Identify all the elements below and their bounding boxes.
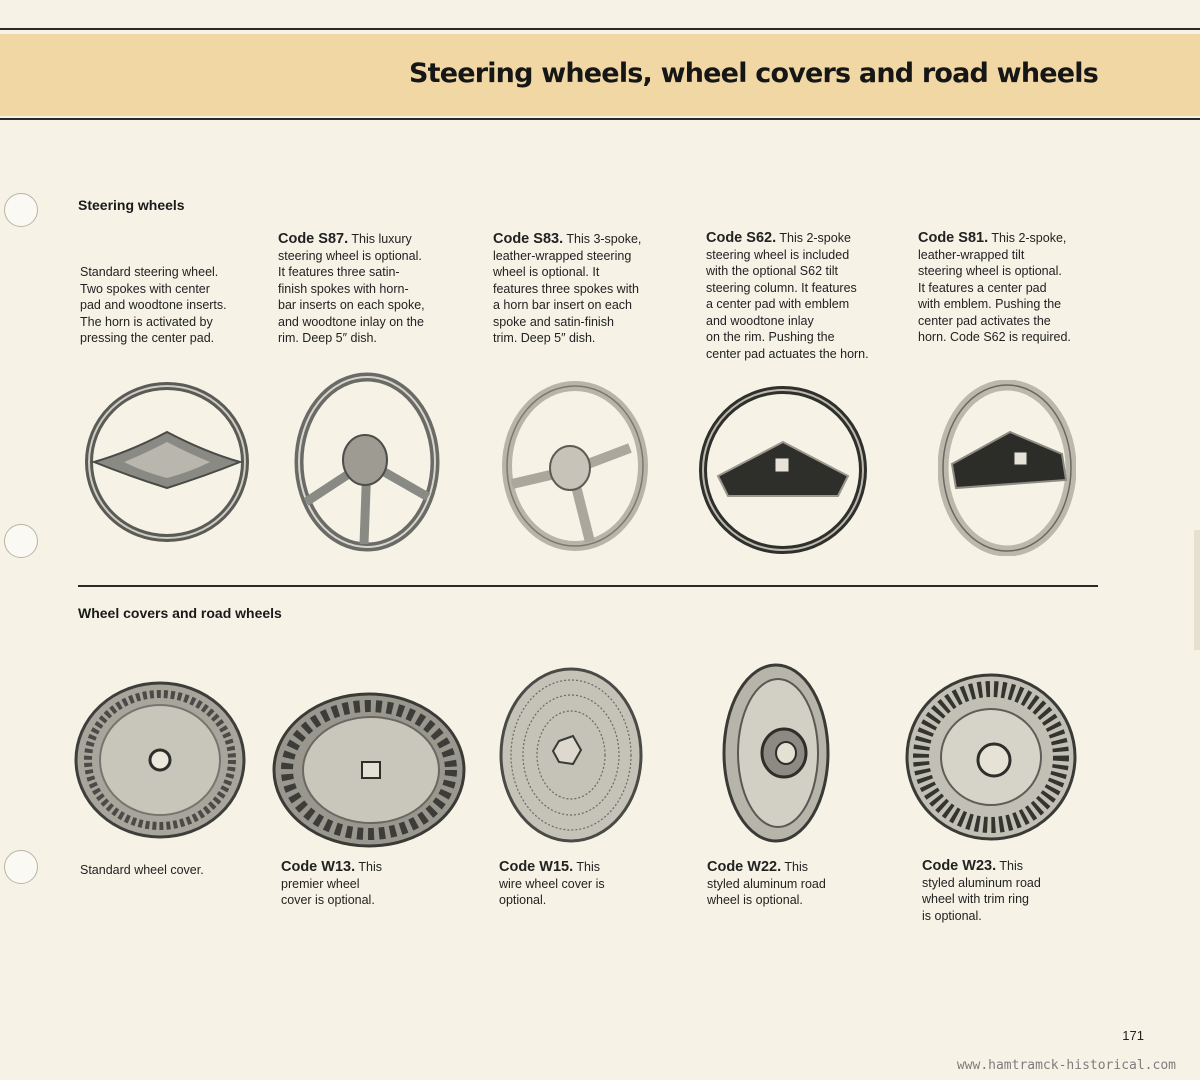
s81-code: Code S81. (918, 230, 989, 246)
w13-wheel-cover-image (270, 690, 468, 850)
standard-steering-wheel-caption: Standard steering wheel. Two spokes with center pad and woodtone inserts. The horn is activated by pressing the center pad. (80, 265, 227, 345)
page-edge (1194, 530, 1200, 650)
s81-text: This 2-spoke, leather-wrapped tilt steering wheel is optional. It features a center pad with emblem. Pushing the center pad activates the horn. Code S62 is required. (918, 231, 1071, 344)
s83-code: Code S83. (493, 231, 564, 247)
standard-wheel-cover-image (72, 680, 248, 840)
w15-text: This wire wheel cover is optional. (499, 860, 605, 907)
w15-caption (499, 859, 605, 909)
binder-hole-icon (4, 193, 38, 227)
w23-caption (922, 858, 1041, 924)
s83-text: This 3-spoke, leather-wrapped steering wheel is optional. It features three spokes with a horn bar insert on each spoke and satin-finish trim. Deep 5″ dish. (493, 232, 642, 345)
s87-steering-wheel-image (292, 372, 442, 552)
page-number: 171 (1122, 1028, 1144, 1043)
s83-steering-wheel-image (500, 380, 650, 552)
s83-caption (493, 231, 641, 347)
w23-road-wheel-image (904, 672, 1078, 842)
steering-wheels-heading: Steering wheels (78, 197, 185, 213)
title-rule (0, 118, 1200, 120)
s87-text: This luxury steering wheel is optional. It features three satin- finish spokes with horn- bar inserts on each spoke, and woodtone inlay on the rim. Deep 5″ dish. (278, 232, 425, 345)
w15-wire-wheel-cover-image (497, 666, 645, 844)
w13-caption (281, 859, 382, 909)
page-title: Steering wheels, wheel covers and road wheels (408, 58, 1098, 89)
w23-code: Code W23. (922, 858, 997, 874)
s62-steering-wheel-image (698, 384, 868, 556)
w13-text: This premier wheel cover is optional. (281, 860, 382, 907)
s87-caption (278, 231, 425, 347)
w15-code: Code W15. (499, 859, 574, 875)
s62-code: Code S62. (706, 230, 777, 246)
watermark: www.hamtramck-historical.com (956, 1058, 1176, 1073)
w13-code: Code W13. (281, 859, 356, 875)
binder-hole-icon (4, 524, 38, 558)
s62-text: This 2-spoke steering wheel is included with the optional S62 tilt steering column. It features a center pad with emblem and woodtone inlay on the rim. Pushing the center pad actuates the horn. (706, 231, 869, 361)
wheel-covers-heading: Wheel covers and road wheels (78, 605, 282, 621)
top-rule (0, 28, 1200, 30)
s81-steering-wheel-image (938, 380, 1076, 556)
s87-code: Code S87. (278, 231, 349, 247)
s62-caption (706, 230, 869, 362)
section-divider (78, 585, 1098, 587)
standard-wheel-cover-caption: Standard wheel cover. (80, 863, 204, 877)
w22-caption (707, 859, 826, 909)
w22-road-wheel-image (706, 660, 834, 846)
s81-caption (918, 230, 1071, 346)
w22-code: Code W22. (707, 859, 782, 875)
binder-hole-icon (4, 850, 38, 884)
w22-text: This styled aluminum road wheel is optional. (707, 860, 826, 907)
standard-steering-wheel-image (84, 380, 250, 544)
w23-text: This styled aluminum road wheel with trim ring is optional. (922, 859, 1041, 923)
